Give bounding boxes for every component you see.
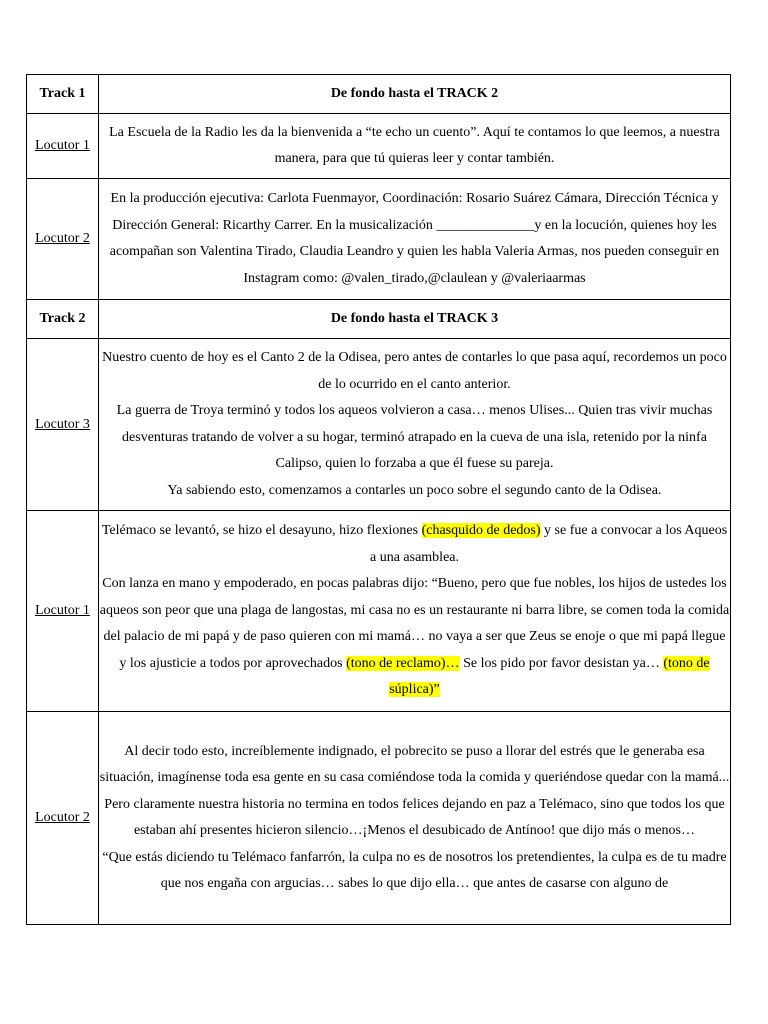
script-paragraph — [99, 186, 730, 292]
script-paragraph — [99, 120, 730, 173]
dialogue-text: Nuestro cuento de hoy es el Canto 2 de la Odisea, pero antes de contarles lo que pasa aquí, recordemos un poco de lo ocurrido en el canto anterior. — [102, 350, 727, 392]
stage-direction-highlight: (tono de súplica)” — [389, 655, 710, 698]
speaker-row — [27, 339, 731, 511]
track-row — [27, 300, 731, 339]
script-paragraph — [99, 571, 730, 704]
dialogue-text: La Escuela de la Radio les da la bienvenida a “te echo un cuento”. Aquí te contamos lo que leemos, a nuestra manera, para que tú quieras leer y contar también. — [109, 124, 720, 166]
speaker-label: Locutor 1 — [27, 114, 99, 179]
track-instruction: De fondo hasta el TRACK 2 — [99, 75, 731, 114]
dialogue-text: Al decir todo esto, increíblemente indignado, el pobrecito se puso a llorar del estrés que le generaba esa situación, imagínense toda esa gente en su casa comiéndose toda la comida y queriéndose quedar con la mamá... Pero claramente nuestra historia no termina en todos felices dejando en paz a Telémaco, sino que todos los que estaban ahí presentes hicieron silencio…¡Menos el desubicado de Antínoo! que dijo más o menos… — [99, 743, 730, 838]
dialogue-text: Telémaco se levantó, se hizo el desayuno, hizo flexiones — [101, 523, 422, 539]
dialogue-text: “Que estás diciendo tu Telémaco fanfarrón, la culpa no es de nosotros los pretendientes, la culpa es de tu madre que nos engaña con argucias… sabes lo que dijo ella… que antes de casarse con alguno de — [102, 849, 727, 891]
script-paragraph — [99, 739, 730, 845]
dialogue-text: Con lanza en mano y empoderado, en pocas palabras dijo: “Bueno, pero que fue nobles, los hijos de ustedes los aqueos son peor que una plaga de langostas, mi casa no es un restaurante ni barra libre, se comen toda la comida del palacio de mi papá y de paso quieren con mi mamá… no vaya a ser que Zeus se enoje o que mi papá llegue y los ajusticie a todos por aprovechados — [99, 576, 730, 671]
dialogue-text: Ya sabiendo esto, comenzamos a contarles un poco sobre el segundo canto de la Odisea. — [167, 482, 662, 498]
track-row — [27, 75, 731, 114]
dialogue-text: En la producción ejecutiva: Carlota Fuenmayor, Coordinación: Rosario Suárez Cámara, Dirección Técnica y Dirección General: Ricarthy Carrer. En la musicalización ______________y en la locución, quienes hoy les acompañan son Valentina Tirado, Claudia Leandro y quien les habla Valeria Armas, nos pueden conseguir en Instagram como: @valen_tirado,@claulean y @valeriaarmas — [109, 191, 720, 286]
speaker-text — [99, 712, 731, 925]
speaker-row — [27, 179, 731, 300]
speaker-row — [27, 511, 731, 712]
speaker-label: Locutor 2 — [27, 179, 99, 300]
script-paragraph — [99, 478, 730, 505]
speaker-text — [99, 179, 731, 300]
speaker-label: Locutor 3 — [27, 339, 99, 511]
track-label: Track 1 — [27, 75, 99, 114]
script-paragraph — [99, 845, 730, 898]
stage-direction-highlight: (tono de reclamo)… — [346, 655, 460, 671]
dialogue-text: Se los pido por favor desistan ya… — [459, 655, 664, 671]
speaker-text — [99, 511, 731, 712]
speaker-row — [27, 114, 731, 179]
speaker-label: Locutor 2 — [27, 712, 99, 925]
track-instruction: De fondo hasta el TRACK 3 — [99, 300, 731, 339]
speaker-text — [99, 114, 731, 179]
stage-direction-highlight: (chasquido de dedos) — [421, 523, 541, 539]
speaker-label: Locutor 1 — [27, 511, 99, 712]
script-paragraph — [99, 518, 730, 571]
dialogue-text: y se fue a convocar a los Aqueos a una asamblea. — [369, 523, 728, 565]
speaker-row — [27, 712, 731, 925]
track-label: Track 2 — [27, 300, 99, 339]
script-paragraph — [99, 398, 730, 478]
dialogue-text: La guerra de Troya terminó y todos los aqueos volvieron a casa… menos Ulises... Quien tras vivir muchas desventuras tratando de volver a su hogar, terminó atrapado en la cueva de una isla, retenido por la ninfa Calipso, quien lo forzaba a que él fuese su pareja. — [116, 403, 713, 471]
speaker-text — [99, 339, 731, 511]
script-paragraph — [99, 345, 730, 398]
radio-script-table — [26, 74, 731, 925]
